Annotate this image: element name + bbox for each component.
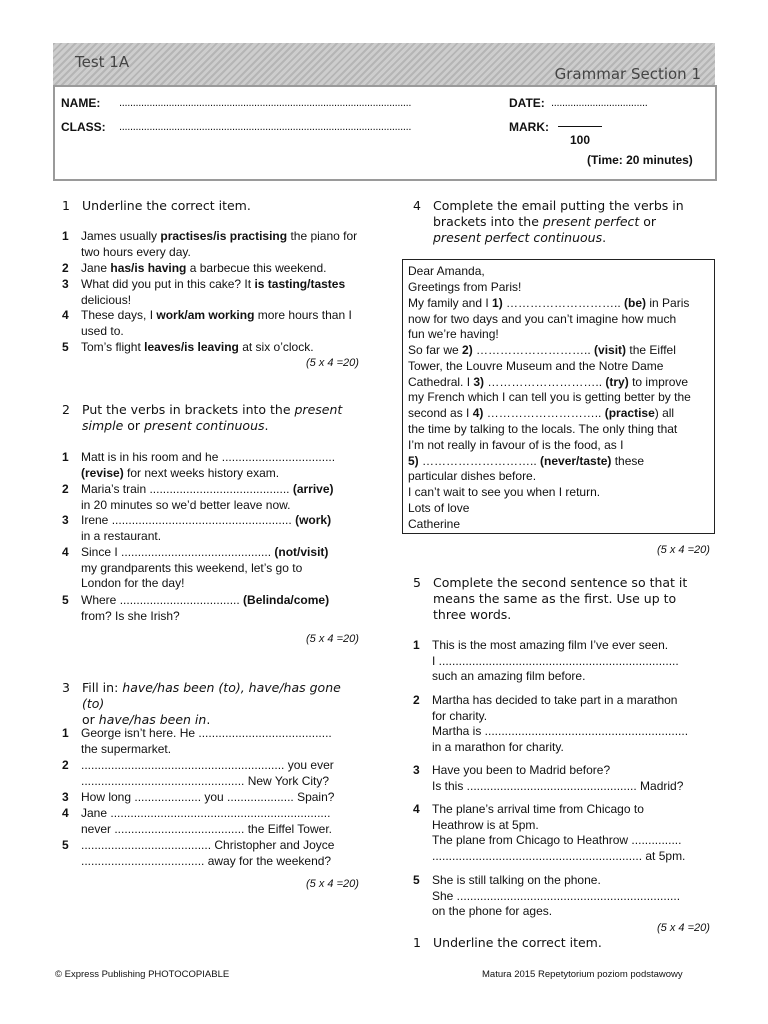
- item-text-part: in 20 minutes so we’d better leave now.: [81, 497, 291, 512]
- email-line: particular dishes before.: [408, 469, 537, 483]
- item-line[interactable]: ............................................................. you ever: [81, 758, 334, 772]
- email-line: Lots of love: [408, 501, 470, 515]
- item-text: [81, 758, 361, 789]
- item-line: Heathrow is at 5pm.: [432, 817, 539, 832]
- item-text-part: Maria’s train: [81, 482, 150, 496]
- exercise-6-heading: [413, 935, 713, 951]
- ex5-item: [413, 873, 713, 921]
- test-title: Test 1A: [75, 53, 130, 71]
- item-line: Martha has decided to take part in a marathon: [432, 693, 678, 707]
- answer-blank[interactable]: ....................................: [119, 593, 240, 607]
- ex3-item: [62, 790, 362, 806]
- item-line[interactable]: never ....................................... the Eiffel Tower.: [81, 821, 332, 836]
- item-text: [432, 763, 712, 794]
- item-number: 3: [62, 513, 69, 527]
- item-number: 4: [62, 308, 69, 322]
- instruction-part: Fill in:: [82, 680, 123, 695]
- item-number: 4: [413, 802, 420, 816]
- instruction-part: Put the verbs in brackets into the: [82, 402, 295, 417]
- exercise-instruction: [433, 198, 713, 246]
- item-suffix: the piano for two hours every day.: [81, 229, 358, 259]
- email-line: [408, 375, 688, 391]
- email-text: My family and I: [408, 296, 493, 310]
- exercise-instruction: Underline the correct item.: [433, 935, 602, 950]
- ex3-item: [62, 838, 362, 870]
- item-text-part: in a restaurant.: [81, 528, 162, 543]
- ex1-score: (5 x 4 =20): [306, 357, 359, 369]
- ex5-item: [413, 638, 713, 686]
- email-line: my French which I can tell you is getting better by the: [408, 390, 691, 404]
- exercise-number: 2: [62, 402, 70, 417]
- item-number: 5: [62, 340, 69, 354]
- item-text-part: my grandparents this weekend, let’s go to: [81, 560, 303, 575]
- email-line: [408, 406, 674, 422]
- item-line[interactable]: She ...................................................................: [432, 888, 681, 903]
- item-text-part: from? Is she Irish?: [81, 608, 180, 623]
- exercise-5-heading: [413, 575, 713, 623]
- mark-line[interactable]: [558, 126, 602, 127]
- verb-hint: (never/taste): [540, 454, 612, 468]
- email-line: [408, 296, 689, 312]
- name-field[interactable]: ..........................................................................................................: [119, 97, 412, 109]
- choice-options[interactable]: is tasting/tastes: [254, 277, 346, 291]
- item-number: 3: [413, 763, 420, 777]
- item-line: This is the most amazing film I’ve ever seen.: [432, 638, 669, 652]
- ex1-item: [62, 261, 362, 277]
- exercise-number: 5: [413, 575, 421, 590]
- item-line[interactable]: Martha is .............................................................: [432, 724, 689, 738]
- verb-hint: (work): [291, 513, 332, 527]
- mark-label: MARK:: [509, 120, 549, 134]
- ex1-item: [62, 277, 362, 309]
- section-title: Grammar Section 1: [554, 65, 701, 83]
- exercise-instruction: Complete the second sentence so that it means the same as the first. Use up to three words.: [433, 575, 688, 622]
- item-line: the supermarket.: [81, 741, 172, 756]
- email-line: now for two days and you can’t imagine how much: [408, 312, 677, 326]
- email-line: Catherine: [408, 517, 461, 531]
- item-number: 1: [62, 229, 69, 243]
- class-field[interactable]: ..........................................................................................................: [119, 121, 412, 133]
- ex3-item: [62, 758, 362, 790]
- item-number: 3: [62, 790, 69, 804]
- instruction-emphasis: present continuous: [144, 418, 265, 433]
- verb-hint: (visit): [594, 343, 627, 357]
- ex2-item: [62, 593, 362, 625]
- ex5-score: (5 x 4 =20): [657, 922, 710, 934]
- item-text: [81, 726, 361, 757]
- answer-blank[interactable]: ………………………..: [483, 406, 605, 420]
- email-line: [408, 454, 644, 470]
- item-text: [432, 873, 712, 920]
- item-line[interactable]: George isn’t here. He ........................................: [81, 726, 332, 740]
- item-line[interactable]: ............................................................... at 5pm.: [432, 848, 686, 863]
- item-number: 3: [62, 277, 69, 291]
- ex3-item: [62, 726, 362, 758]
- item-number: 4: [62, 545, 69, 559]
- item-line: such an amazing film before.: [432, 669, 586, 683]
- item-text: [432, 638, 712, 685]
- answer-blank[interactable]: ………………………..: [484, 375, 606, 389]
- instruction-part: or: [123, 418, 144, 433]
- verb-hint: (try): [605, 375, 629, 389]
- item-text: [81, 277, 361, 308]
- item-line[interactable]: ..................................... away for the weekend?: [81, 853, 332, 868]
- item-prefix: Tom’s flight: [81, 340, 145, 354]
- name-label: NAME:: [61, 96, 101, 110]
- instruction-part: Complete the email putting the verbs in brackets into the: [433, 198, 684, 229]
- email-text: So far we: [408, 343, 463, 357]
- item-text: [81, 261, 361, 277]
- footer-copyright: © Express Publishing PHOTOCOPIABLE: [55, 969, 230, 980]
- item-line[interactable]: The plane from Chicago to Heathrow ...............: [432, 833, 682, 847]
- email-text: Cathedral. I: [408, 375, 474, 389]
- item-number: 2: [62, 261, 69, 275]
- item-text: [81, 593, 361, 624]
- item-text: [81, 308, 361, 339]
- email-line: Tower, the Louvre Museum and the Notre Dame: [408, 359, 664, 373]
- item-suffix: delicious!: [81, 292, 132, 307]
- item-line[interactable]: ................................................. New York City?: [81, 773, 330, 788]
- item-text: [432, 693, 712, 755]
- ex1-item: [62, 340, 362, 356]
- instruction-part: .: [264, 418, 269, 433]
- exercise-number: 4: [413, 198, 421, 213]
- item-line[interactable]: Jane ..................................................................: [81, 806, 331, 820]
- answer-blank[interactable]: ………………………..: [472, 343, 595, 357]
- choice-options[interactable]: has/is having: [110, 261, 187, 275]
- instruction-part: or: [82, 712, 99, 727]
- choice-options[interactable]: work/am working: [156, 308, 255, 322]
- gap-number: 5): [408, 454, 419, 468]
- answer-blank[interactable]: ......................................................: [111, 513, 292, 527]
- item-text: [81, 806, 361, 837]
- item-text: [81, 450, 361, 481]
- item-text-part: Irene: [81, 513, 112, 527]
- item-suffix: at six o’clock.: [238, 340, 314, 354]
- ex3-score: (5 x 4 =20): [306, 878, 359, 890]
- class-label: CLASS:: [61, 120, 106, 134]
- gap-number: 4): [472, 406, 484, 420]
- email-text: in Paris: [646, 296, 690, 310]
- item-number: 2: [413, 693, 420, 707]
- date-label: DATE:: [509, 96, 545, 110]
- email-line: I’m not really in favour of is the food, as I: [408, 438, 624, 452]
- verb-hint: (Belinda/come): [239, 593, 330, 607]
- instruction-emphasis: have/has been (to), have/has gone (to): [82, 680, 341, 711]
- email-line: fun we’re having!: [408, 327, 499, 341]
- gap-number: 1): [492, 296, 503, 310]
- email-line: Dear Amanda,: [408, 264, 485, 278]
- item-number: 1: [413, 638, 420, 652]
- item-line: The plane’s arrival time from Chicago to: [432, 802, 644, 816]
- item-prefix: What did you put in this cake? It: [81, 277, 255, 291]
- gap-number: 3): [473, 375, 485, 389]
- ex4-score: (5 x 4 =20): [657, 544, 710, 556]
- item-prefix: Jane: [81, 261, 111, 275]
- choice-options[interactable]: leaves/is leaving: [144, 340, 239, 354]
- choice-options[interactable]: practises/is practising: [160, 229, 288, 243]
- instruction-emphasis: have/has been in: [98, 712, 207, 727]
- ex2-item: [62, 450, 362, 482]
- item-prefix: These days, I: [81, 308, 157, 322]
- ex1-item: [62, 308, 362, 340]
- item-number: 2: [62, 482, 69, 496]
- email-box: [402, 259, 715, 534]
- item-text: [432, 802, 712, 864]
- item-number: 1: [62, 450, 69, 464]
- item-text-part: Where: [81, 593, 120, 607]
- item-suffix: a barbecue this weekend.: [186, 261, 327, 275]
- exercise-number: 1: [413, 935, 421, 950]
- answer-blank[interactable]: ………………………..: [418, 454, 541, 468]
- item-line: Have you been to Madrid before?: [432, 763, 611, 777]
- ex2-score: (5 x 4 =20): [306, 633, 359, 645]
- item-text: [81, 229, 361, 260]
- item-text-part: London for the day!: [81, 576, 185, 590]
- verb-hint: (arrive): [289, 482, 334, 496]
- instruction-part: .: [206, 712, 211, 727]
- ex5-item: [413, 693, 713, 755]
- verb-hint: (practise: [604, 406, 655, 420]
- item-line: for charity.: [432, 708, 488, 723]
- item-text: [81, 340, 361, 356]
- instruction-part: or: [639, 214, 657, 229]
- instruction-emphasis: present perfect: [542, 214, 640, 229]
- exercise-3-heading: [62, 680, 362, 727]
- email-line: Greetings from Paris!: [408, 280, 522, 294]
- item-text: [81, 545, 361, 592]
- email-text: the Eiffel: [626, 343, 676, 357]
- answer-blank[interactable]: .............................................: [121, 545, 272, 559]
- email-text: second as I: [408, 406, 473, 420]
- answer-blank[interactable]: ..................................: [221, 450, 336, 464]
- item-line[interactable]: Is this ................................................... Madrid?: [432, 778, 684, 793]
- exercise-1-heading: [62, 198, 362, 214]
- instruction-emphasis: present simple: [82, 402, 343, 433]
- instruction-emphasis: present perfect continuous: [433, 230, 603, 245]
- verb-hint: (revise): [81, 465, 124, 480]
- item-number: 1: [62, 726, 69, 740]
- item-prefix: James usually: [81, 229, 161, 243]
- item-number: 5: [413, 873, 420, 887]
- mark-total: 100: [570, 133, 591, 147]
- email-text: ) all: [654, 406, 675, 420]
- gap-number: 2): [462, 343, 473, 357]
- item-text: [81, 513, 361, 544]
- ex2-item: [62, 513, 362, 545]
- exercise-4-heading: [413, 198, 713, 246]
- email-line: I can’t wait to see you when I return.: [408, 485, 601, 499]
- ex5-item: [413, 763, 713, 795]
- item-number: 5: [62, 838, 69, 852]
- date-field[interactable]: ...................................: [551, 97, 648, 109]
- item-text-part: for next weeks history exam.: [123, 465, 280, 480]
- email-line: the time by talking to the locals. The only thing that: [408, 422, 678, 436]
- ex2-item: [62, 482, 362, 514]
- ex2-item: [62, 545, 362, 593]
- item-number: 2: [62, 758, 69, 772]
- item-text-part: Matt is in his room and he: [81, 450, 222, 464]
- item-number: 5: [62, 593, 69, 607]
- ex5-item: [413, 802, 713, 864]
- time-limit: (Time: 20 minutes): [587, 153, 693, 167]
- instruction-part: .: [602, 230, 607, 245]
- verb-hint: (be): [624, 296, 647, 310]
- item-line[interactable]: I ........................................................................: [432, 653, 679, 668]
- item-line[interactable]: How long .................... you .................... Spain?: [81, 790, 335, 804]
- item-line: on the phone for ages.: [432, 904, 553, 918]
- exercise-instruction: Underline the correct item.: [82, 198, 251, 213]
- header-banner: [53, 43, 715, 85]
- exercise-number: 1: [62, 198, 70, 213]
- exercise-number: 3: [62, 680, 70, 695]
- item-line: She is still talking on the phone.: [432, 873, 601, 887]
- item-suffix: more hours than I used to.: [81, 308, 352, 338]
- item-line[interactable]: ....................................... Christopher and Joyce: [81, 838, 335, 852]
- item-number: 4: [62, 806, 69, 820]
- verb-hint: (not/visit): [271, 545, 329, 559]
- answer-blank[interactable]: ..........................................: [149, 482, 290, 496]
- email-text: these: [611, 454, 645, 468]
- footer-publication: Matura 2015 Repetytorium poziom podstawowy: [482, 969, 683, 980]
- ex1-item: [62, 229, 362, 261]
- exercise-2-heading: [62, 402, 362, 434]
- item-text-part: Since I: [81, 545, 122, 559]
- item-text: [81, 838, 361, 869]
- exercise-instruction: [82, 680, 362, 728]
- exercise-instruction: [82, 402, 362, 434]
- item-line: in a marathon for charity.: [432, 739, 564, 754]
- answer-blank[interactable]: ………………………..: [502, 296, 625, 310]
- email-line: [408, 343, 676, 359]
- ex3-item: [62, 806, 362, 838]
- email-text: to improve: [628, 375, 689, 389]
- item-text: [81, 482, 361, 513]
